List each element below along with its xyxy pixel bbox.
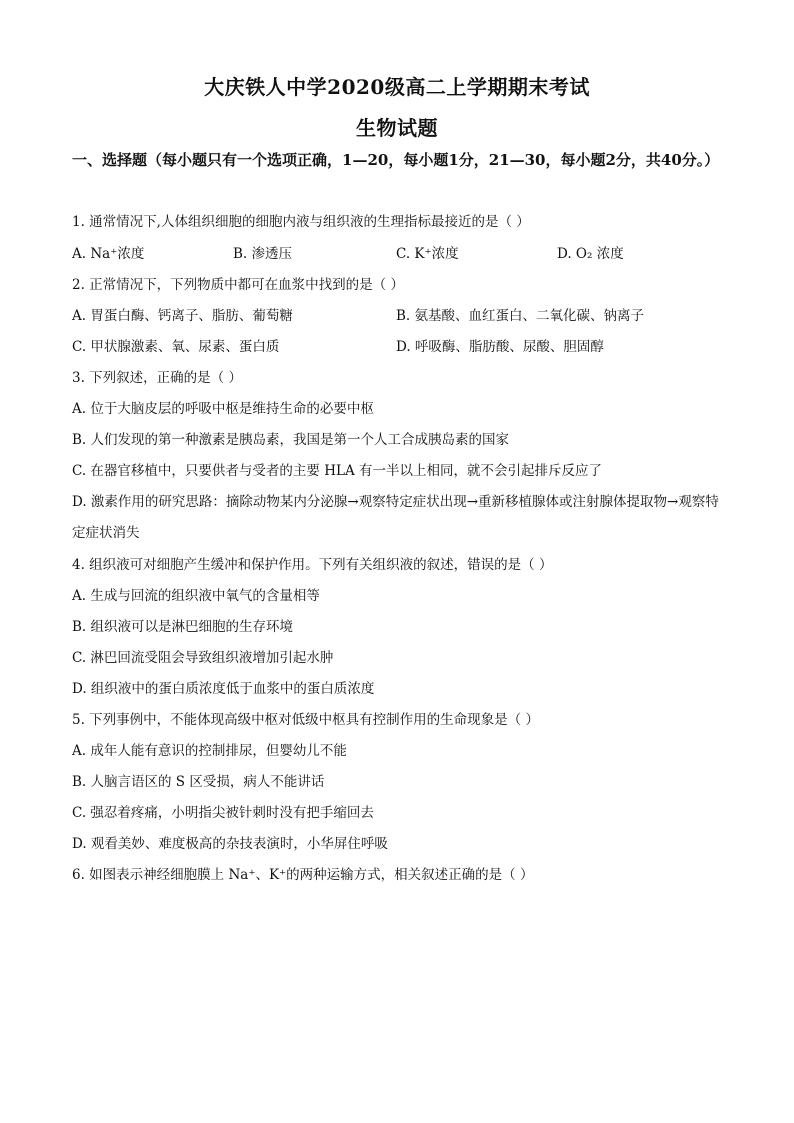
question-2-option-c: C. 甲状腺激素、氧、尿素、蛋白质 <box>72 339 280 355</box>
question-3-stem: 3. 下列叙述，正确的是（ ） <box>72 370 242 386</box>
question-2-option-d: D. 呼吸酶、脂肪酸、尿酸、胆固醇 <box>396 339 604 355</box>
question-1-option-a: A. Na⁺浓度 <box>72 246 145 262</box>
question-2-option-b: B. 氨基酸、血红蛋白、二氧化碳、钠离子 <box>396 308 645 324</box>
exam-subject: 生物试题 <box>356 116 438 140</box>
question-3-option-a: A. 位于大脑皮层的呼吸中枢是维持生命的必要中枢 <box>72 401 374 417</box>
question-4-option-c: C. 淋巴回流受阻会导致组织液增加引起水肿 <box>72 650 334 666</box>
question-4-option-d: D. 组织液中的蛋白质浓度低于血浆中的蛋白质浓度 <box>72 681 375 697</box>
question-5-option-d: D. 观看美妙、难度极高的杂技表演时，小华屏住呼吸 <box>72 836 388 852</box>
question-5-option-c: C. 强忍着疼痛，小明指尖被针刺时没有把手缩回去 <box>72 805 374 821</box>
question-5-option-b: B. 人脑言语区的 S 区受损，病人不能讲话 <box>72 774 325 790</box>
question-3-option-b: B. 人们发现的第一种激素是胰岛素，我国是第一个人工合成胰岛素的国家 <box>72 432 510 448</box>
question-3-option-d: D. 激素作用的研究思路：摘除动物某内分泌腺→观察特定症状出现→重新移植腺体或注射腺体提取物→观察特定症状消失 <box>72 494 719 541</box>
question-4-option-a: A. 生成与回流的组织液中氧气的含量相等 <box>72 588 320 604</box>
question-1-option-c: C. K⁺浓度 <box>396 246 459 262</box>
question-6-stem: 6. 如图表示神经细胞膜上 Na⁺、K⁺的两种运输方式，相关叙述正确的是（ ） <box>72 867 534 883</box>
question-1-stem: 1. 通常情况下,人体组织细胞的细胞内液与组织液的生理指标最接近的是（ ） <box>72 214 530 230</box>
question-5-option-a: A. 成年人能有意识的控制排尿，但婴幼儿不能 <box>72 743 347 759</box>
question-1-option-b: B. 渗透压 <box>233 246 293 262</box>
question-2-option-a: A. 胃蛋白酶、钙离子、脂肪、葡萄糖 <box>72 308 293 324</box>
question-3-option-c: C. 在器官移植中，只要供者与受者的主要 HLA 有一半以上相同，就不会引起排斥反应了 <box>72 463 602 479</box>
question-2-stem: 2. 正常情况下，下列物质中都可在血浆中找到的是（ ） <box>72 277 404 293</box>
question-4-option-b: B. 组织液可以是淋巴细胞的生存环境 <box>72 619 294 635</box>
question-5-stem: 5. 下列事例中，不能体现高级中枢对低级中枢具有控制作用的生命现象是（ ） <box>72 712 539 728</box>
question-1-option-d: D. O₂ 浓度 <box>557 246 624 262</box>
exam-title: 大庆铁人中学2020级高二上学期期末考试 <box>204 75 590 99</box>
section-heading: 一、选择题（每小题只有一个选项正确，1—20，每小题1分，21—30，每小题2分，共40分。） <box>72 151 720 169</box>
question-4-stem: 4. 组织液可对细胞产生缓冲和保护作用。下列有关组织液的叙述，错误的是（ ） <box>72 557 553 573</box>
